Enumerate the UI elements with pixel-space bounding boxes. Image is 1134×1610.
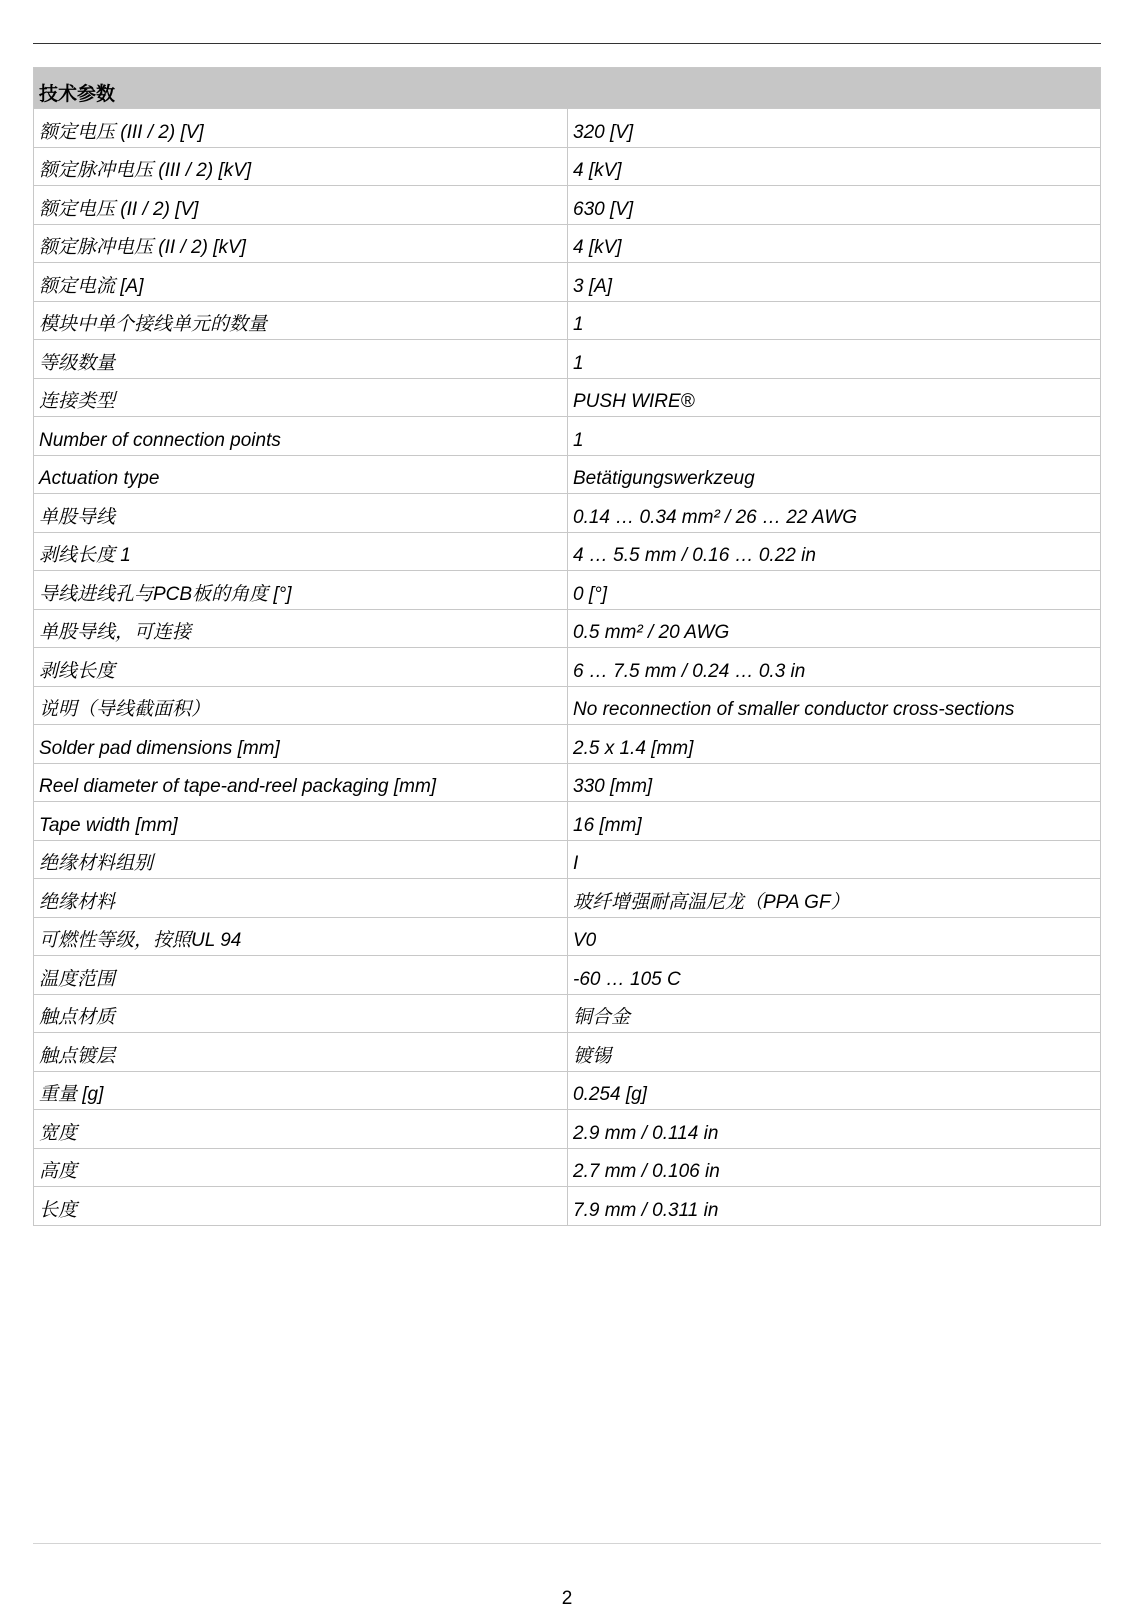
table-row: [34, 493, 1100, 532]
table-row: [34, 147, 1100, 186]
parameter-value: 7.9 mm / 0.311 in: [573, 1199, 719, 1221]
table-row: [34, 994, 1100, 1033]
table-row: [34, 763, 1100, 802]
parameter-value: 1: [573, 314, 584, 335]
table-row: [34, 955, 1100, 994]
parameter-label: 说明（导线截面积）: [34, 687, 568, 725]
parameter-label: 额定电压 (III / 2) [V]: [34, 109, 568, 147]
table-body: [34, 108, 1100, 1225]
parameter-value: V0: [573, 930, 597, 951]
table-row: [34, 647, 1100, 686]
parameter-label: 触点材质: [34, 995, 568, 1033]
table-row: [34, 301, 1100, 340]
parameter-label: 长度: [34, 1187, 568, 1225]
parameter-label: 剥线长度: [34, 648, 568, 686]
parameter-value: -60 … 105 C: [573, 968, 681, 990]
table-row: [34, 224, 1100, 263]
parameter-value: PUSH WIRE®: [573, 391, 695, 412]
table-row: [34, 1109, 1100, 1148]
parameter-value: 镀锡: [573, 1045, 612, 1067]
parameter-label: 剥线长度 1: [34, 533, 568, 571]
parameter-value: No reconnection of smaller conductor cross-sections: [573, 699, 1015, 720]
parameter-value: 0.5 mm² / 20 AWG: [573, 622, 730, 643]
parameter-value: 4 [kV]: [573, 237, 622, 258]
parameter-label: 等级数量: [34, 340, 568, 378]
parameter-value: 1: [573, 352, 584, 374]
table-row: [34, 378, 1100, 417]
table-row: [34, 455, 1100, 494]
parameter-value: 3 [A]: [573, 275, 613, 297]
parameter-label: 重量 [g]: [34, 1072, 568, 1110]
parameter-label: Number of connection points: [34, 417, 568, 455]
parameter-label: 额定电压 (II / 2) [V]: [34, 186, 568, 224]
parameter-label: 高度: [34, 1149, 568, 1187]
parameter-value: 4 [kV]: [573, 160, 622, 181]
table-row: [34, 1148, 1100, 1187]
parameter-label: 宽度: [34, 1110, 568, 1148]
technical-parameters-table: [33, 67, 1101, 1226]
parameter-label: Actuation type: [34, 456, 568, 494]
table-row: [34, 686, 1100, 725]
table-row: [34, 185, 1100, 224]
parameter-label: 额定电流 [A]: [34, 263, 568, 301]
page-number: 2: [561, 1588, 573, 1609]
parameter-label: 绝缘材料组别: [34, 841, 568, 879]
table-row: [34, 878, 1100, 917]
parameter-value: 0.254 [g]: [573, 1084, 647, 1105]
footer-divider: [33, 1543, 1101, 1544]
parameter-label: 导线进线孔与PCB板的角度 [°]: [34, 571, 568, 609]
table-row: [34, 1032, 1100, 1071]
parameter-value: 铜合金: [573, 1007, 631, 1028]
parameter-value: 630 [V]: [573, 198, 634, 220]
table-row: [34, 801, 1100, 840]
header-divider: [33, 43, 1101, 44]
parameter-label: 可燃性等级，按照UL 94: [34, 918, 568, 956]
parameter-value: 16 [mm]: [573, 814, 642, 836]
table-row: [34, 108, 1100, 147]
parameter-value: 玻纤增强耐高温尼龙（PPA GF）: [573, 891, 850, 913]
parameter-value: 2.9 mm / 0.114 in: [573, 1122, 719, 1144]
parameter-value: 320 [V]: [573, 121, 634, 143]
parameter-label: Solder pad dimensions [mm]: [34, 725, 568, 763]
table-row: [34, 262, 1100, 301]
table-row: [34, 339, 1100, 378]
parameter-label: 绝缘材料: [34, 879, 568, 917]
parameter-label: Reel diameter of tape-and-reel packaging [mm]: [34, 764, 568, 802]
parameter-value: 330 [mm]: [573, 776, 653, 797]
table-row: [34, 416, 1100, 455]
parameter-label: Tape width [mm]: [34, 802, 568, 840]
table-row: [34, 532, 1100, 571]
parameter-value: 6 … 7.5 mm / 0.24 … 0.3 in: [573, 660, 806, 682]
parameter-value: 1: [573, 429, 584, 451]
parameter-label: 额定脉冲电压 (II / 2) [kV]: [34, 225, 568, 263]
parameter-value: 0 [°]: [573, 583, 608, 605]
table-row: [34, 1071, 1100, 1110]
parameter-value: Betätigungswerkzeug: [573, 468, 755, 489]
parameter-label: 模块中单个接线单元的数量: [34, 302, 568, 340]
parameter-value: 0.14 … 0.34 mm² / 26 … 22 AWG: [573, 506, 858, 528]
table-row: [34, 840, 1100, 879]
table-row: [34, 570, 1100, 609]
table-row: [34, 1186, 1100, 1225]
parameter-value: 2.5 x 1.4 [mm]: [573, 737, 694, 759]
parameter-label: 连接类型: [34, 379, 568, 417]
table-row: [34, 609, 1100, 648]
parameter-label: 单股导线: [34, 494, 568, 532]
table-row: [34, 917, 1100, 956]
table-section-title: 技术参数: [34, 68, 1100, 108]
parameter-label: 触点镀层: [34, 1033, 568, 1071]
parameter-value: I: [573, 853, 579, 874]
parameter-label: 额定脉冲电压 (III / 2) [kV]: [34, 148, 568, 186]
parameter-label: 单股导线，可连接: [34, 610, 568, 648]
table-row: [34, 724, 1100, 763]
parameter-value: 2.7 mm / 0.106 in: [573, 1161, 720, 1182]
parameter-label: 温度范围: [34, 956, 568, 994]
parameter-value: 4 … 5.5 mm / 0.16 … 0.22 in: [573, 545, 816, 566]
